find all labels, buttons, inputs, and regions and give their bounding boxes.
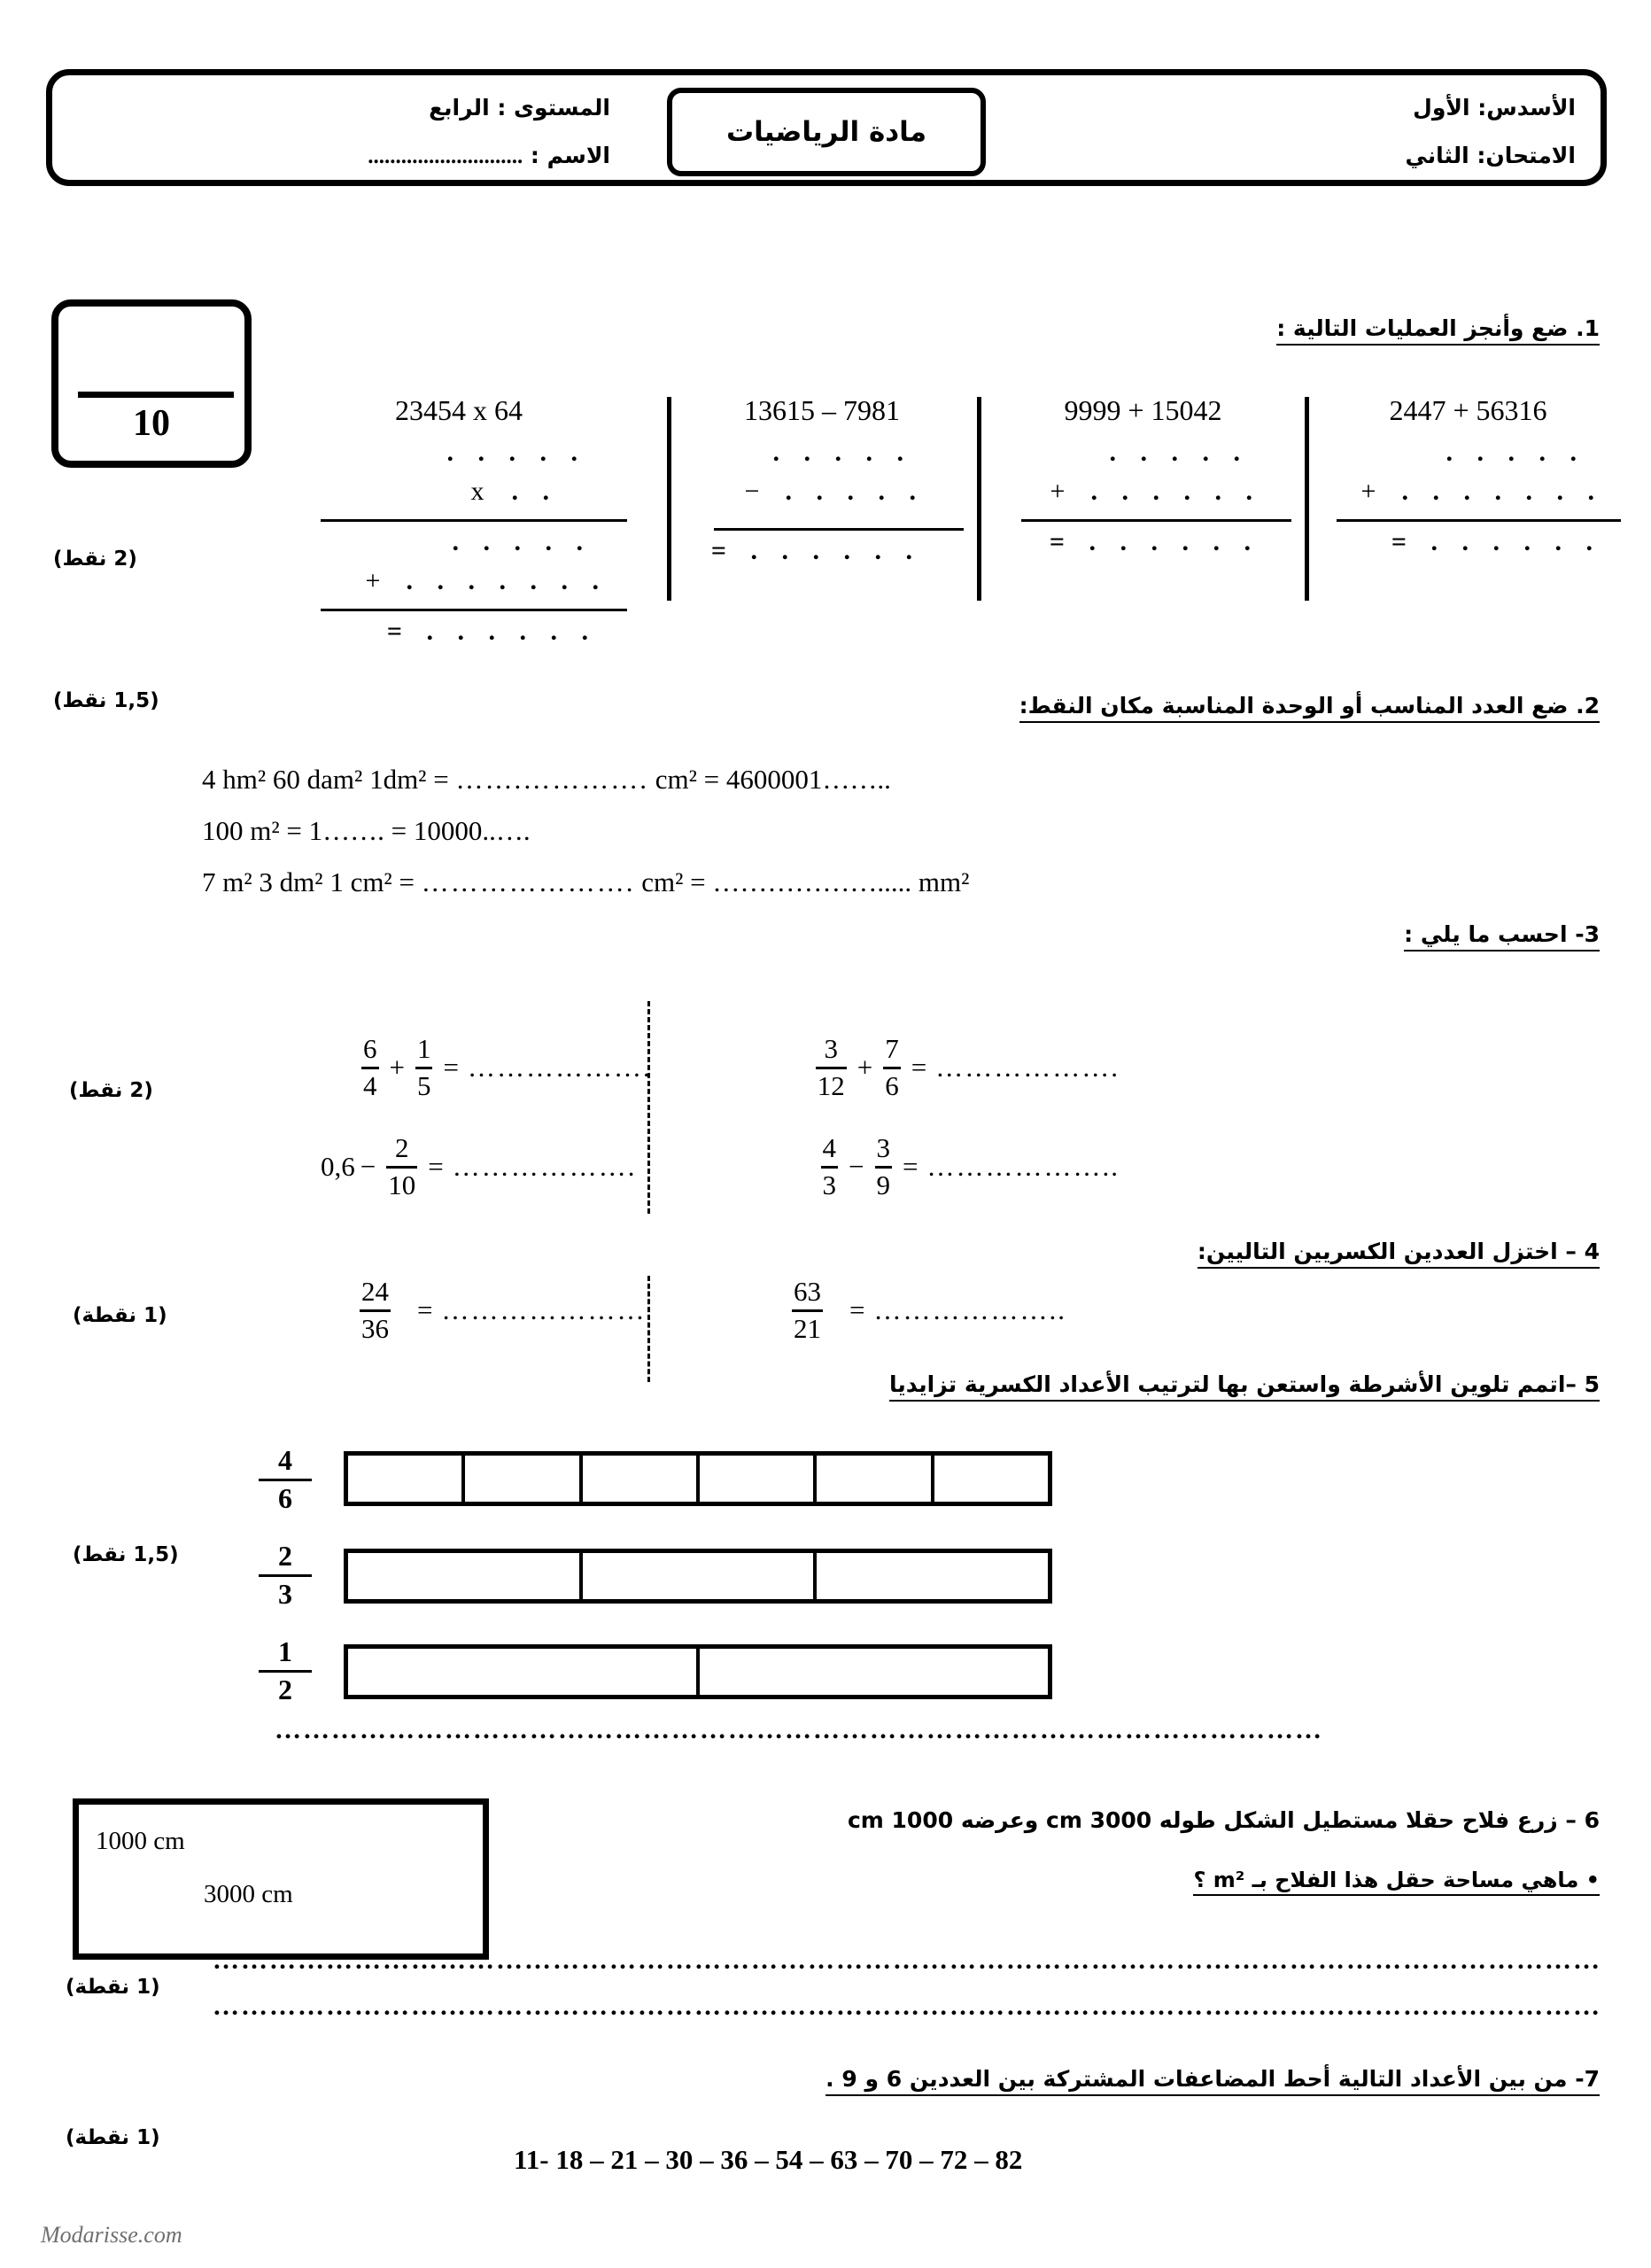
equals-sign: =	[849, 1294, 865, 1326]
numerator: 4	[822, 1132, 837, 1163]
strip-fraction-3	[259, 1637, 312, 1705]
operation-title-1: 2447 + 56316	[1389, 394, 1547, 426]
fraction-bar	[792, 1309, 823, 1312]
answer-blank[interactable]: ……………….	[452, 1151, 637, 1183]
exercise6-answer-line-1[interactable]: …………………………………………………………………………………………………………………………………	[213, 1946, 1601, 1975]
denominator: 12	[817, 1069, 845, 1101]
operation-title-3: 13615 – 7981	[744, 394, 900, 426]
denominator: 10	[388, 1169, 416, 1200]
operation-4-row-1: . . . . .	[446, 438, 586, 467]
exercise3-item-3	[356, 1035, 652, 1101]
denominator: 9	[876, 1169, 891, 1200]
numerator: 1	[278, 1635, 292, 1667]
operation-3-result: = . . . . . .	[710, 536, 921, 565]
answer-blank[interactable]: ………………..	[926, 1151, 1120, 1183]
exercise6-marks: (1 نقطة)	[66, 1976, 160, 1999]
score-denominator: 10	[133, 403, 170, 444]
fraction-bar	[259, 1670, 312, 1673]
fraction-bar	[386, 1166, 417, 1169]
fraction-3-12	[814, 1035, 849, 1101]
operation-2-sign: +	[1050, 477, 1066, 506]
operation-column-1	[1315, 390, 1621, 695]
exercise2-line-3	[202, 866, 969, 898]
exercise6-heading: 6 – زرع فلاح حقلا مستطيل الشكل طوله 3000 cm وعرضه 1000 cm	[847, 1807, 1600, 1833]
operation-2-row-1: . . . . .	[1109, 438, 1249, 467]
fraction-bar	[875, 1166, 893, 1169]
fraction-bar	[361, 1067, 379, 1069]
exercise2-line-2[interactable]: 100 m² = 1……. = 10000..….	[202, 815, 531, 846]
operation-2-rule	[1021, 519, 1291, 522]
operation-4-row-3: . . . . .	[452, 527, 592, 556]
fraction-bar	[415, 1067, 433, 1069]
fraction-bar	[259, 1574, 312, 1577]
fraction-4-3	[819, 1134, 841, 1200]
operation-separator-1	[1305, 397, 1309, 601]
fraction-bar	[816, 1067, 847, 1069]
exercise2-line-1	[202, 764, 891, 796]
exercise5-answer-line[interactable]: …………………………………………………………………………………………………	[275, 1715, 1323, 1744]
operation-body-4	[264, 438, 654, 656]
fraction-bar	[821, 1166, 839, 1169]
equals-sign: =	[911, 1052, 927, 1084]
fraction-24-36	[358, 1278, 392, 1344]
denominator: 36	[361, 1312, 389, 1344]
denominator: 5	[416, 1069, 431, 1101]
field-rectangle	[73, 1798, 489, 1960]
answer-blank[interactable]: …………………	[441, 1294, 647, 1326]
denominator: 3	[278, 1577, 292, 1610]
fraction-bar	[883, 1067, 901, 1069]
fraction-3-9	[873, 1134, 895, 1200]
score-fraction-bar	[78, 392, 234, 398]
operator-plus: +	[389, 1052, 405, 1084]
numerator: 3	[876, 1132, 891, 1163]
header-left-block	[79, 84, 610, 181]
operation-3-rule	[714, 528, 964, 531]
fraction-7-6	[881, 1035, 903, 1101]
numerator: 3	[824, 1033, 839, 1064]
operation-column-3	[680, 390, 964, 695]
exercise1-heading: 1. ضع وأنجز العمليات التالية :	[1276, 315, 1600, 346]
operation-title-4: 23454 x 64	[395, 394, 523, 426]
operation-4-row-2: . .	[511, 477, 558, 506]
strip-fraction-2	[259, 1542, 312, 1609]
fraction-6-4	[360, 1035, 381, 1101]
exercise3-item-1	[810, 1035, 1120, 1101]
equals-sign: =	[417, 1294, 433, 1326]
exercise4-divider	[647, 1276, 650, 1382]
exercise5-heading: 5 –اتمم تلوين الأشرطة واستعن بها لترتيب الأعداد الكسرية تزايديا	[889, 1371, 1600, 1402]
exercise3-heading: 3- احسب ما يلي :	[1404, 921, 1600, 951]
exercise7-heading: 7- من بين الأعداد التالية أحط المضاعفات المشتركة بين العددين 6 و 9 .	[826, 2066, 1600, 2096]
exercise4-marks: (1 نقطة)	[73, 1304, 167, 1327]
score-box	[51, 299, 252, 468]
exercise3-divider	[647, 1001, 650, 1214]
fraction-bar	[259, 1479, 312, 1481]
decimal-value: 0,6	[321, 1151, 355, 1183]
operation-2-result: = . . . . . .	[1049, 527, 1260, 556]
operation-separator-3	[667, 397, 671, 601]
semester-label: الأسدس: الأول	[1413, 95, 1576, 120]
denominator: 3	[822, 1169, 837, 1200]
operation-column-4	[264, 390, 654, 695]
strip-2[interactable]	[344, 1549, 1052, 1604]
exercise3-item-4	[321, 1134, 636, 1200]
equals-sign: =	[443, 1052, 459, 1084]
strip-cell[interactable]	[348, 1649, 700, 1695]
exercise6-bullet	[1193, 1868, 1600, 1892]
conv3-right: cm² = ………………..... mm²	[641, 866, 970, 897]
operation-3-row-1: . . . . .	[772, 438, 912, 467]
strip-cell[interactable]	[583, 1456, 700, 1502]
name-blank-dots[interactable]: ............................	[368, 144, 523, 168]
numerator: 2	[394, 1132, 409, 1163]
exercise4-item-2	[354, 1278, 646, 1344]
level-label: المستوى : الرابع	[429, 95, 610, 120]
operation-separator-2	[977, 397, 981, 601]
denominator: 6	[885, 1069, 899, 1101]
operation-title-2: 9999 + 15042	[1064, 394, 1222, 426]
operation-1-sign: +	[1360, 477, 1376, 506]
exercise3-item-2	[816, 1134, 1120, 1200]
answer-blank[interactable]: ……………….	[935, 1052, 1120, 1084]
operation-body-2	[995, 438, 1291, 566]
operation-3-row-2: . . . . .	[785, 477, 925, 506]
field-length-label: 3000 cm	[204, 1880, 293, 1908]
operation-4-sign-mult: x	[470, 477, 484, 506]
subject-title: مادة الرياضيات	[725, 116, 927, 148]
operator-minus: −	[849, 1151, 864, 1183]
strip-3[interactable]	[344, 1644, 1052, 1699]
strip-cell[interactable]	[348, 1553, 583, 1599]
exercise1-marks-2: (1,5 نقط)	[53, 689, 159, 712]
conv1-left: 4 hm² 60 dam² 1dm² =	[202, 764, 449, 795]
subject-title-box	[667, 88, 986, 176]
conv1-right: cm² = 4600001……..	[655, 764, 891, 795]
header-box	[46, 69, 1607, 186]
operation-1-row-1: . . . . .	[1446, 438, 1585, 467]
numerator: 7	[885, 1033, 899, 1064]
answer-blank[interactable]: ………………..	[873, 1294, 1066, 1326]
strip-cell[interactable]	[465, 1456, 582, 1502]
numerator: 6	[363, 1033, 377, 1064]
strip-cell[interactable]	[817, 1456, 934, 1502]
operator-minus: −	[360, 1151, 376, 1183]
exercise1-marks-1: (2 نقط)	[53, 548, 137, 571]
strip-cell[interactable]	[348, 1456, 465, 1502]
operation-1-rule	[1337, 519, 1621, 522]
denominator: 4	[363, 1069, 377, 1101]
exercise3-marks: (2 نقط)	[69, 1079, 153, 1102]
conv1-blank[interactable]: …….………….	[455, 764, 648, 795]
header-right-block	[1405, 84, 1576, 180]
operation-4-result: = . . . . . .	[386, 617, 597, 646]
exercise6-question: • ماهي مساحة حقل هذا الفلاح بـ m² ؟	[1193, 1868, 1600, 1896]
operation-4-rule-1	[321, 519, 627, 522]
fraction-2-10	[384, 1134, 419, 1200]
exercise4-heading: 4 – اختزل العددين الكسريين التاليين:	[1198, 1239, 1600, 1269]
field-width-label: 1000 cm	[96, 1827, 185, 1855]
denominator: 2	[278, 1673, 292, 1705]
operation-2-row-2: . . . . . .	[1090, 477, 1261, 506]
student-name-row	[79, 132, 610, 181]
operation-body-3	[680, 438, 964, 575]
denominator: 6	[278, 1481, 292, 1514]
strip-cell[interactable]	[700, 1456, 817, 1502]
equals-sign: =	[903, 1151, 919, 1183]
operations-row	[266, 390, 1621, 695]
strip-cell[interactable]	[817, 1553, 1048, 1599]
header-inner	[52, 75, 1601, 180]
numerator: 4	[278, 1444, 292, 1476]
operation-4-sign-add: +	[365, 566, 381, 595]
name-label: الاسم :	[530, 143, 610, 168]
strip-cell[interactable]	[700, 1649, 1048, 1695]
exercise5-marks: (1,5 نقط)	[73, 1543, 179, 1566]
exam-label: الامتحان: الثاني	[1405, 143, 1576, 168]
numerator: 1	[416, 1033, 431, 1064]
conv3-left: 7 m² 3 dm² 1 cm² =	[202, 866, 415, 897]
operator-plus: +	[857, 1052, 873, 1084]
numerator: 2	[278, 1540, 292, 1572]
strip-1[interactable]	[344, 1451, 1052, 1506]
fraction-1-5	[414, 1035, 435, 1101]
answer-blank[interactable]: ……………….	[467, 1052, 652, 1084]
operation-column-2	[995, 390, 1291, 695]
operation-1-row-2: . . . . . . .	[1401, 477, 1603, 506]
exercise7-numbers: 11- 18 – 21 – 30 – 36 – 54 – 63 – 70 – 72 – 82	[514, 2144, 1023, 2175]
exercise7-marks: (1 نقطة)	[66, 2126, 160, 2149]
operation-4-row-4: . . . . . . .	[406, 566, 608, 595]
operation-1-result: = . . . . . .	[1391, 527, 1601, 556]
watermark: Modarisse.com	[41, 2222, 182, 2248]
fraction-bar	[360, 1309, 391, 1312]
exercise2-heading: 2. ضع العدد المناسب أو الوحدة المناسبة مكان النقط:	[1019, 693, 1600, 723]
conv3-blank[interactable]: ………………….	[421, 866, 635, 897]
exercise4-item-1	[787, 1278, 1066, 1344]
operation-4-rule-2	[321, 609, 627, 611]
numerator: 63	[794, 1276, 822, 1307]
strip-fraction-1	[259, 1446, 312, 1513]
exercise6-answer-line-2[interactable]: …………………………………………………………………………………………………………………………………	[213, 1992, 1601, 2021]
strip-cell[interactable]	[583, 1553, 818, 1599]
operation-3-sign: −	[744, 477, 760, 506]
denominator: 21	[794, 1312, 822, 1344]
operation-body-1	[1315, 438, 1621, 566]
fraction-63-21	[790, 1278, 825, 1344]
numerator: 24	[361, 1276, 389, 1307]
equals-sign: =	[428, 1151, 444, 1183]
strip-cell[interactable]	[934, 1456, 1048, 1502]
